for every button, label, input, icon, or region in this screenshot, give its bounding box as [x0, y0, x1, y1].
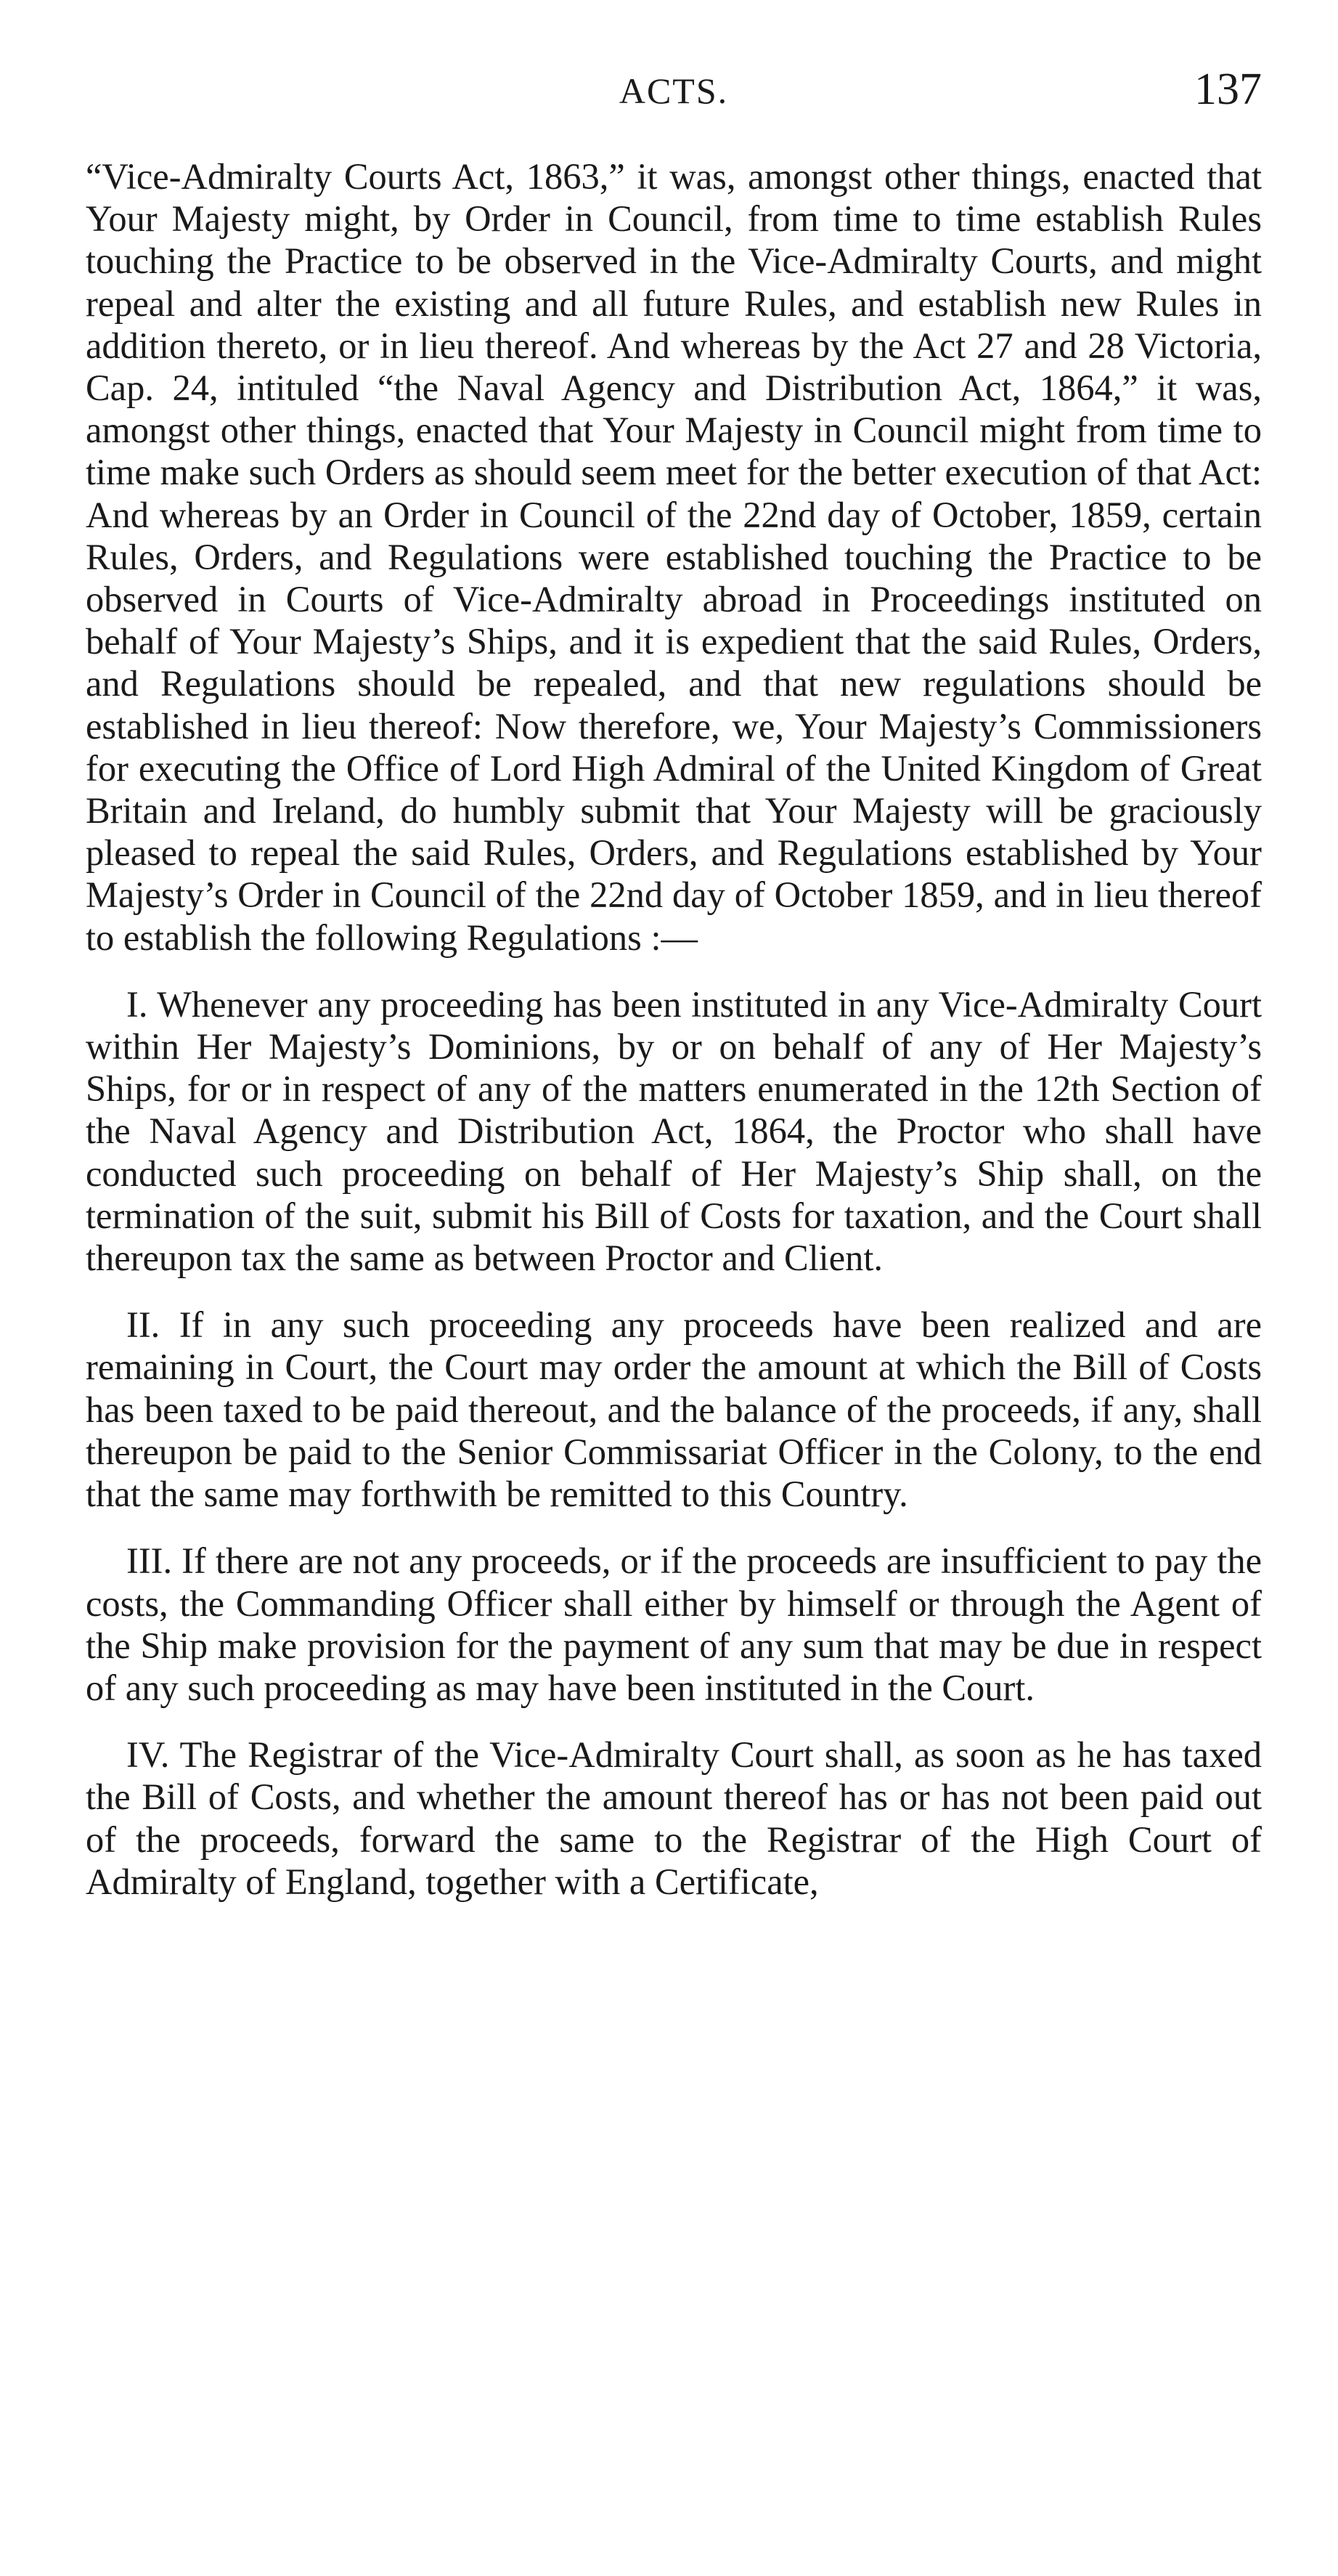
running-head: ACTS.	[619, 70, 729, 111]
paragraph-clause-ii: II. If in any such proceeding any proceeds have been realized and are remaining in Court, the Court may order the amount at which the Bill of Costs has been taxed to be paid thereout, and the balance of the proceeds, if any, shall thereupon be paid to the Senior Commissariat Officer in the Colony, to the end that the same may forthwith be remitted to this Country.	[86, 1304, 1262, 1515]
book-page	[86, 65, 1262, 1903]
page-number: 137	[1194, 65, 1262, 114]
paragraph-clause-iii: III. If there are not any proceeds, or if the proceeds are insufficient to pay the costs, the Commanding Officer shall either by himself or through the Agent of the Ship make provision for the payment of any sum that may be due in respect of any such proceeding as may have been instituted in the Court.	[86, 1540, 1262, 1708]
paragraph-clause-iv: IV. The Registrar of the Vice-Admiralty Court shall, as soon as he has taxed the Bill of Costs, and whether the amount thereof has or has not been paid out of the proceeds, forward the same to the Registrar of the High Court of Admiralty of England, together with a Certificate,	[86, 1734, 1262, 1902]
paragraph-preamble: “Vice-Admiralty Courts Act, 1863,” it was, amongst other things, enacted that Your Majesty might, by Order in Council, from time to time establish Rules touching the Practice to be observed in the Vice-Admiralty Courts, and might repeal and alter the existing and all future Rules, and establish new Rules in addition thereto, or in lieu thereof. And whereas by the Act 27 and 28 Victoria, Cap. 24, intituled “the Naval Agency and Distribution Act, 1864,” it was, amongst other things, enacted that Your Majesty in Council might from time to time make such Orders as should seem meet for the better execution of that Act: And whereas by an Order in Council of the 22nd day of October, 1859, certain Rules, Orders, and Regulations were established touching the Practice to be observed in Courts of Vice-Admiralty abroad in Proceedings instituted on behalf of Your Majesty’s Ships, and it is expedient that the said Rules, Orders, and Regulations should be repealed, and that new regulations should be established in lieu thereof: Now therefore, we, Your Majesty’s Commissioners for executing the Office of Lord High Admiral of the United Kingdom of Great Britain and Ireland, do humbly submit that Your Majesty will be graciously pleased to repeal the said Rules, Orders, and Regulations established by Your Majesty’s Order in Council of the 22nd day of October 1859, and in lieu thereof to establish the following Regulations :—	[86, 156, 1262, 958]
page-header	[86, 65, 1262, 135]
paragraph-clause-i: I. Whenever any proceeding has been instituted in any Vice-Admiralty Court within Her Majesty’s Dominions, by or on behalf of any of Her Majesty’s Ships, for or in respect of any of the matters enumerated in the 12th Section of the Naval Agency and Distribution Act, 1864, the Proctor who shall have conducted such proceeding on behalf of Her Majesty’s Ship shall, on the termination of the suit, submit his Bill of Costs for taxation, and the Court shall thereupon tax the same as between Proctor and Client.	[86, 983, 1262, 1279]
